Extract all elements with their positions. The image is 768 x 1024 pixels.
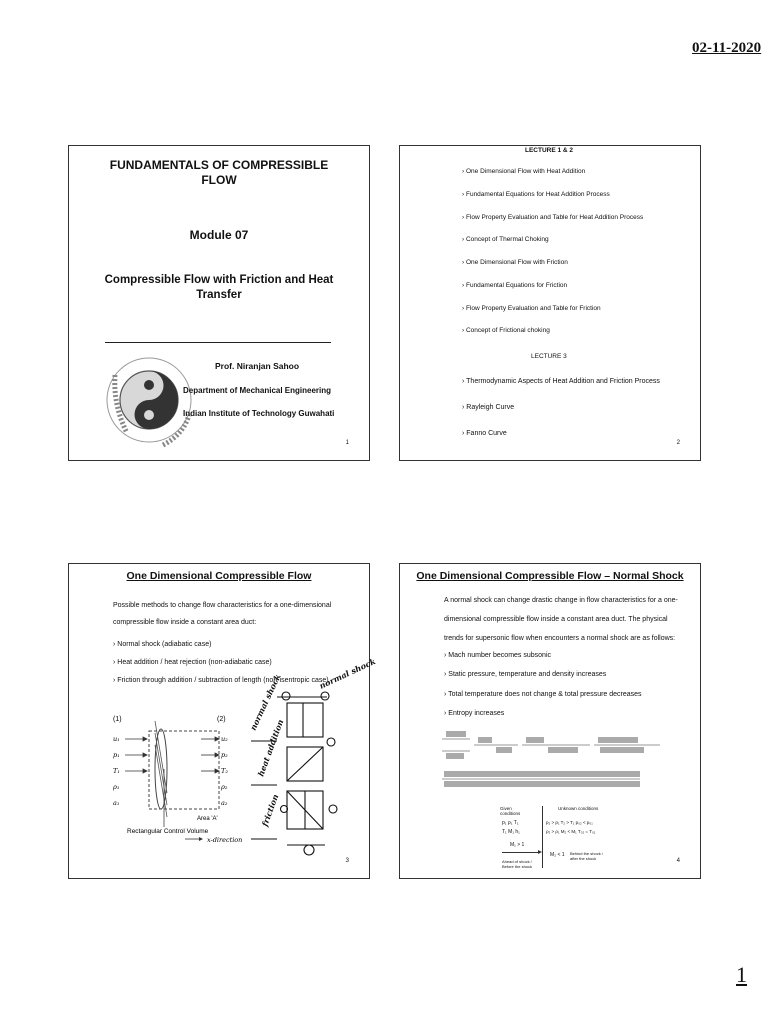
slide4-para-line: A normal shock can change drastic change in flow characteristics for a one- — [444, 597, 678, 604]
unknown-row-2: ρ₂ > ρ₁ M₂ < M₁ T₀₂ = T₀₁ — [546, 829, 596, 834]
slide2-item-label: Fundamental Equations for Heat Addition Process — [465, 191, 610, 198]
fig-cv-label: Rectangular Control Volume — [127, 828, 209, 835]
arrow-head-icon — [538, 850, 542, 854]
flow-arrow — [502, 852, 540, 853]
list-item: › Total temperature does not change & total pressure decreases — [444, 691, 642, 698]
slide4-para-line: dimensional compressible flow inside a constant area duct. The physical — [444, 616, 668, 623]
slide1-subtitle — [69, 273, 369, 303]
slide3-bullet-label: Friction through addition / subtraction of length (non-isentropic case) — [117, 677, 329, 684]
list-item: › Flow Property Evaluation and Table for Friction — [462, 305, 601, 312]
list-item: › Fanno Curve — [462, 430, 507, 437]
slide4-bullet-label: Mach number becomes subsonic — [448, 652, 551, 659]
slide2-item-label: Fundamental Equations for Friction — [465, 282, 568, 289]
list-item: › Flow Property Evaluation and Table for Heat Addition Process — [462, 214, 644, 221]
list-item: › Mach number becomes subsonic — [444, 652, 551, 659]
slide1-number: 1 — [345, 440, 349, 446]
slide-1 — [68, 145, 370, 461]
slide2-heading1: LECTURE 1 & 2 — [525, 147, 574, 154]
fig-var-left: T₁ — [113, 767, 120, 775]
slide3-bullet-label: Heat addition / heat rejection (non-adiabatic case) — [117, 659, 272, 666]
slide1-author: Prof. Niranjan Sahoo — [215, 361, 300, 371]
list-item: › Static pressure, temperature and density increases — [444, 671, 607, 678]
fig-area-label: Area 'A' — [197, 816, 218, 822]
hw-heat-addition: heat addition — [255, 717, 286, 778]
fig-label-2: (2) — [217, 716, 226, 723]
unknown-conditions-label: Unknown conditions — [558, 806, 599, 811]
fig-var-right: p₂ — [221, 751, 228, 759]
slide1-title-line2: FLOW — [201, 173, 237, 187]
slide4-number: 4 — [676, 858, 680, 864]
fig-var-right: u₂ — [221, 735, 228, 743]
fig-var-right: T₂ — [221, 767, 228, 775]
slide2-number: 2 — [676, 440, 680, 446]
list-item: › Thermodynamic Aspects of Heat Addition and Friction Process — [462, 378, 660, 385]
slide4-paragraph — [444, 591, 678, 648]
slide-2 — [399, 145, 701, 461]
slide3-title: One Dimensional Compressible Flow — [126, 570, 312, 582]
fig-var-left: ρ₁ — [113, 783, 120, 791]
fig-var-right: ρ₂ — [221, 783, 228, 791]
slide2-item-label: Thermodynamic Aspects of Heat Addition and Friction Process — [466, 378, 660, 385]
slide1-subtitle-line1: Compressible Flow with Friction and Heat — [104, 274, 334, 286]
iitg-logo-icon — [103, 345, 193, 461]
list-item: › Entropy increases — [444, 710, 505, 717]
fig-var-left: a₁ — [113, 799, 120, 807]
slide2-item-label: Fanno Curve — [466, 430, 507, 437]
list-item: › One Dimensional Flow with Friction — [462, 259, 568, 266]
slide4-title: One Dimensional Compressible Flow – Normal Shock — [416, 570, 684, 582]
slide2-item-label: Concept of Frictional choking — [465, 327, 550, 334]
slide2-item-label: Flow Property Evaluation and Table for Heat Addition Process — [465, 214, 644, 221]
slide4-bullet-label: Entropy increases — [448, 710, 505, 717]
fig-var-left: p₁ — [113, 751, 120, 759]
control-volume-figure — [109, 709, 249, 844]
list-item: › Concept of Frictional choking — [462, 327, 550, 334]
slide2-item-label: Rayleigh Curve — [466, 404, 515, 411]
given-row-1: p₁ ρ₁ T₁ — [502, 820, 519, 826]
list-item: › One Dimensional Flow with Heat Addition — [462, 168, 586, 175]
slide2-item-label: Concept of Thermal Choking — [465, 236, 549, 243]
hw-normal-shock: normal shock — [247, 672, 283, 732]
list-item: › Heat addition / heat rejection (non-adiabatic case) — [113, 659, 272, 666]
slide4-para-line: trends for supersonic flow when encounters a normal shock are as follows: — [444, 635, 676, 642]
list-item: › Normal shock (adiabatic case) — [113, 641, 212, 648]
behind-label: Behind the shock / after the shock — [570, 851, 603, 861]
slide1-title — [69, 158, 369, 188]
slide1-department: Department of Mechanical Engineering — [183, 386, 332, 395]
given-row-2: T₁ M₁ h₁ — [502, 829, 520, 835]
slide2-item-label: Flow Property Evaluation and Table for Friction — [465, 305, 601, 312]
slide4-bullet-label: Static pressure, temperature and density increases — [448, 671, 607, 678]
slide-4 — [399, 563, 701, 879]
slide2-item-label: One Dimensional Flow with Heat Addition — [465, 168, 586, 175]
ahead-label: Ahead of shock / Before the shock — [502, 859, 533, 869]
fig-label-1: (1) — [113, 716, 122, 723]
list-item: › Friction through addition / subtraction of length (non-isentropic case) — [113, 677, 329, 684]
slide3-bullet-label: Normal shock (adiabatic case) — [117, 641, 212, 648]
hw-friction: friction — [259, 792, 281, 828]
given-conditions-label: Given conditions — [500, 806, 521, 816]
list-item: › Fundamental Equations for Friction — [462, 282, 568, 289]
m2-label: M₂ < 1 — [550, 852, 565, 858]
slide3-number: 3 — [345, 858, 349, 864]
page-number: 1 — [736, 962, 747, 987]
slide2-heading2: LECTURE 3 — [531, 353, 567, 360]
hw-normal-shock-top: normal shock — [317, 656, 378, 691]
list-item: › Concept of Thermal Choking — [462, 236, 549, 243]
slide-3 — [68, 563, 378, 879]
slide4-bullet-label: Total temperature does not change & total pressure decreases — [448, 691, 642, 698]
slide1-title-line1: FUNDAMENTALS OF COMPRESSIBLE — [109, 158, 329, 172]
m1-label: M₁ > 1 — [510, 842, 525, 848]
list-item: › Fundamental Equations for Heat Addition Process — [462, 191, 610, 198]
fig-var-left: u₁ — [113, 735, 120, 743]
slide1-institute: Indian Institute of Technology Guwahati — [183, 409, 335, 418]
normal-shock-equations-image — [440, 727, 662, 801]
handwritten-sketch — [247, 656, 378, 859]
fig-var-right: a₂ — [221, 799, 228, 807]
slide2-item-label: One Dimensional Flow with Friction — [465, 259, 568, 266]
slide1-subtitle-line2: Transfer — [196, 289, 242, 301]
slide1-module: Module 07 — [189, 228, 249, 242]
unknown-row-1: p₂ > p₁ T₂ > T₁ p₀₂ < p₀₁ — [546, 820, 593, 825]
slide3-para-line: compressible flow inside a constant area duct: — [113, 619, 257, 626]
shock-conditions-diagram — [500, 806, 640, 876]
page-date: 02-11-2020 — [692, 40, 762, 56]
shock-line — [542, 806, 543, 868]
list-item: › Rayleigh Curve — [462, 404, 515, 411]
slide3-paragraph — [113, 597, 331, 631]
fig-x-label: x-direction — [207, 836, 243, 844]
slide1-divider — [105, 342, 331, 343]
slide3-para-line: Possible methods to change flow characteristics for a one-dimensional — [113, 602, 332, 609]
